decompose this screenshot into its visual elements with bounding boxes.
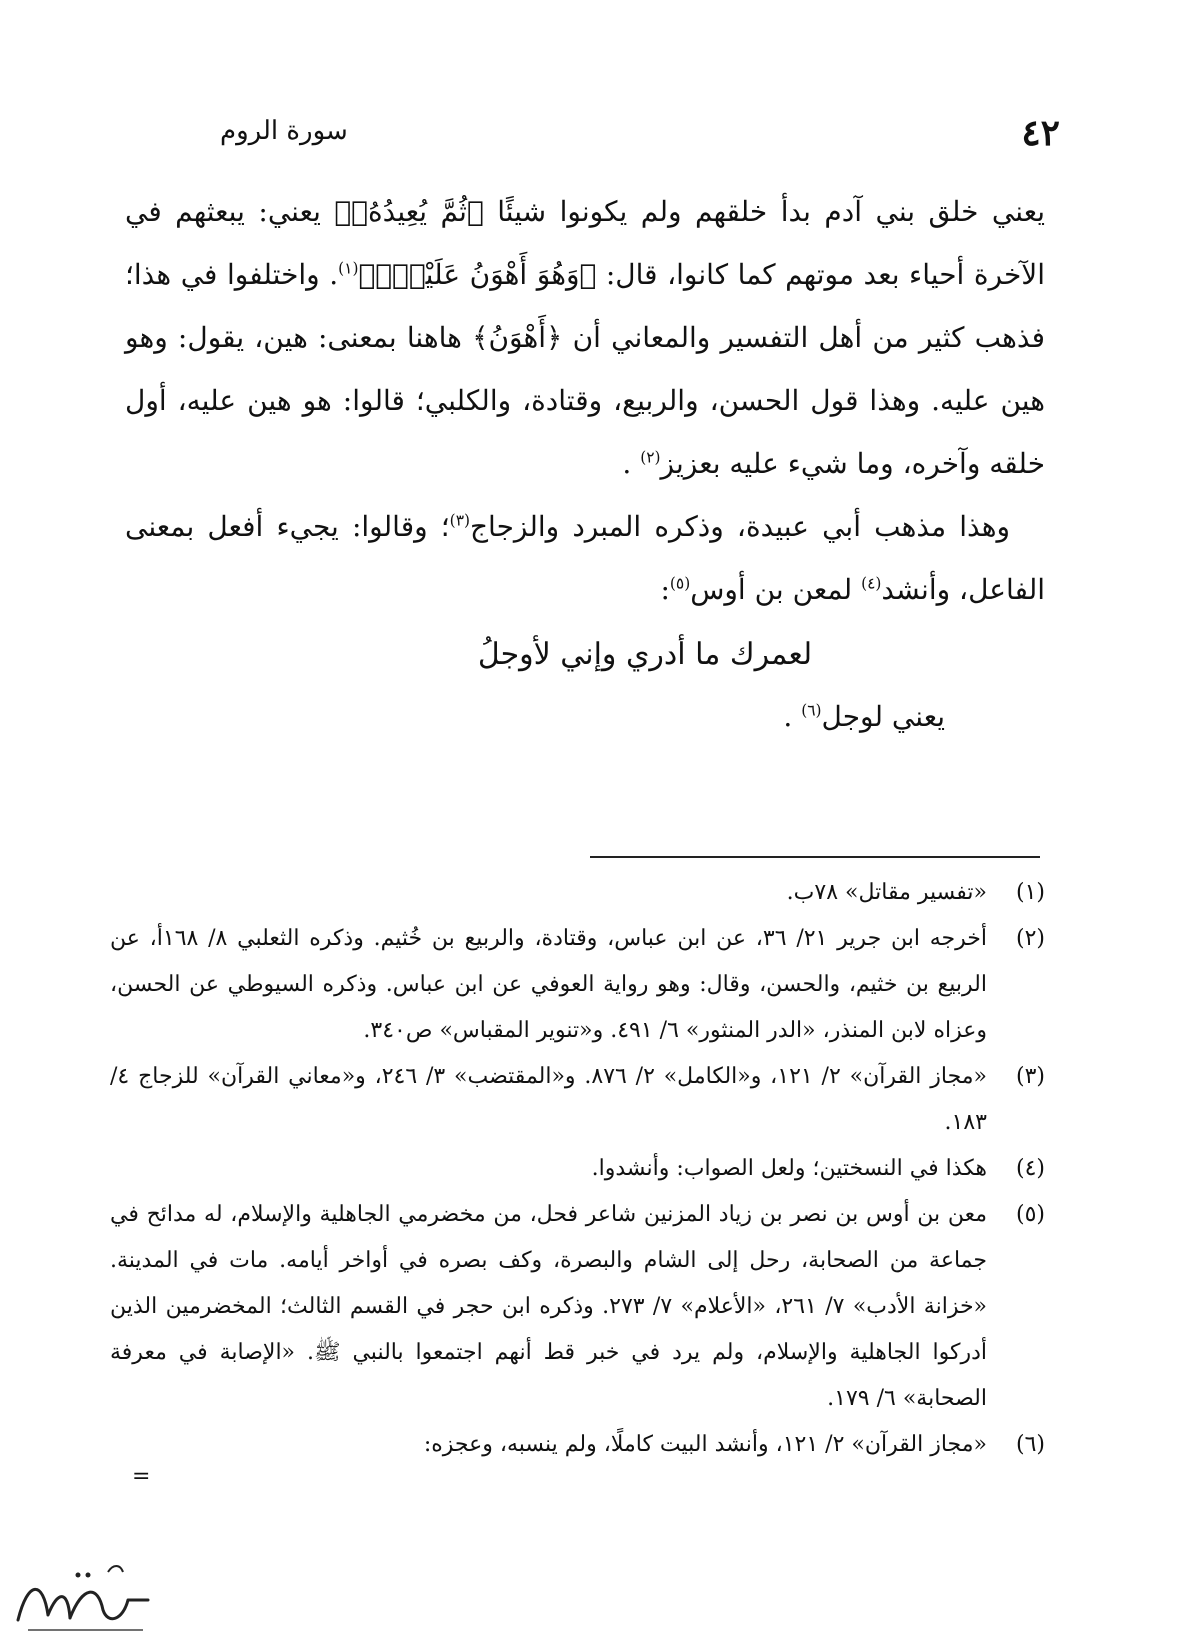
paragraph-text: . واختلفوا في هذا؛ فذهب كثير من أهل التفسير والمعاني أن ﴿أَهْوَنُ﴾ هاهنا بمعنى: هين، يقول: وهو هين عليه. وهذا قول الحسن، والربيع، وقتادة، والكلبي؛ قالوا: هو هين عليه، أول خلقه وآخره، وما شيء عليه بعزيز	[125, 258, 1045, 480]
paragraph-text: وهذا مذهب أبي عبيدة، وذكره المبرد والزجاج	[469, 510, 1011, 543]
footnote-ref-6[interactable]: (٦)	[801, 701, 822, 720]
paragraph-text: يعني لوجل	[821, 700, 945, 733]
main-text	[125, 180, 1045, 748]
footnote-number: (٤)	[1015, 1156, 1045, 1181]
footnote-ref-3[interactable]: (٣)	[449, 511, 470, 530]
commentary-paragraph-1	[125, 180, 1045, 495]
paragraph-text: ؛ وقالوا: يجيء أفعل بمعنى الفاعل، وأنشد	[125, 510, 1045, 606]
footnote-text: «مجاز القرآن» ٢/ ١٢١، و«الكامل» ٢/ ٨٧٦. و«المقتضب» ٣/ ٢٤٦، و«معاني القرآن» للزجاج ٤/ ١٨٣.	[110, 1064, 988, 1135]
footnote-ref-2[interactable]: (٢)	[640, 448, 661, 467]
footnote-number: (٥)	[1015, 1202, 1045, 1227]
footnote-divider	[590, 856, 1040, 858]
paragraph-text: لمعن بن أوس	[690, 573, 862, 606]
paragraph-text: .	[622, 447, 641, 480]
footnote-text: «تفسير مقاتل» ٧٨ب.	[786, 880, 987, 905]
footnote-ref-5[interactable]: (٥)	[669, 574, 691, 593]
footnote-4	[110, 1146, 1045, 1192]
calligraphy-logo-icon	[8, 1560, 158, 1640]
footnote-number: (٦)	[1015, 1432, 1045, 1457]
surah-name: سورة الروم	[220, 116, 348, 146]
footnote-6	[110, 1422, 1045, 1468]
footnotes	[110, 870, 1045, 1468]
footnote-ref-1[interactable]: (١)	[338, 259, 359, 278]
footnote-text: معن بن أوس بن نصر بن زياد المزنين شاعر فحل، من مخضرمي الجاهلية والإسلام، له مدائح في جماعة من الصحابة، رحل إلى الشام والبصرة، وكف بصره في أواخر أيامه. مات في المدينة. «خزانة الأدب» ٧/ ٢٦١، «الأعلام» ٧/ ٢٧٣. وذكره ابن حجر في القسم الثالث؛ المخضرمين الذين أدركوا الجاهلية والإسلام، ولم يرد في خبر قط أنهم اجتمعوا بالنبي ﷺ. «الإصابة في معرفة الصحابة» ٦/ ١٧٩.	[110, 1202, 988, 1411]
page-header	[150, 112, 1060, 162]
page-number: ٤٢	[1021, 112, 1060, 154]
paragraph-text: يعني خلق بني آدم بدأ خلقهم ولم يكونوا شيئًا ﴿ثُمَّ يُعِيدُهُۥ﴾ يعني: يبعثهم في الآخرة أحياء بعد موتهم كما كانوا، قال: ﴿وَهُوَ أَهْوَنُ عَلَيْهِۚ﴾	[125, 195, 1046, 291]
commentary-paragraph-3	[125, 685, 1045, 748]
continuation-mark: =	[132, 1464, 151, 1489]
footnote-number: (١)	[1015, 880, 1045, 905]
footnote-2	[110, 916, 1045, 1054]
footnote-5	[110, 1192, 1045, 1422]
footnote-number: (٢)	[1015, 926, 1045, 951]
logo-graphic	[8, 1560, 158, 1640]
paragraph-text: .	[783, 700, 802, 733]
footnote-1	[110, 870, 1045, 916]
footnote-3	[110, 1054, 1045, 1146]
footnote-text: أخرجه ابن جرير ٢١/ ٣٦، عن ابن عباس، وقتادة، والربيع بن خُثيم. وذكره الثعلبي ٨/ ١٦٨أ، عن الربيع بن خثيم، والحسن، وقال: وهو رواية العوفي عن ابن عباس. وذكره السيوطي عن الحسن، وعزاه لابن المنذر، «الدر المنثور» ٦/ ٤٩١. و«تنوير المقباس» ص٣٤٠.	[110, 926, 987, 1043]
footnote-text: هكذا في النسختين؛ ولعل الصواب: وأنشدوا.	[591, 1156, 987, 1181]
paragraph-text: :	[660, 573, 670, 606]
footnote-number: (٣)	[1015, 1064, 1045, 1089]
commentary-paragraph-2	[125, 495, 1045, 621]
footnote-text: «مجاز القرآن» ٢/ ١٢١، وأنشد البيت كاملًا، ولم ينسبه، وعجزه:	[423, 1432, 987, 1457]
poetry-verse: لعمرك ما أدري وإني لأوجلُ	[477, 637, 813, 672]
footnote-ref-4[interactable]: (٤)	[861, 574, 882, 593]
